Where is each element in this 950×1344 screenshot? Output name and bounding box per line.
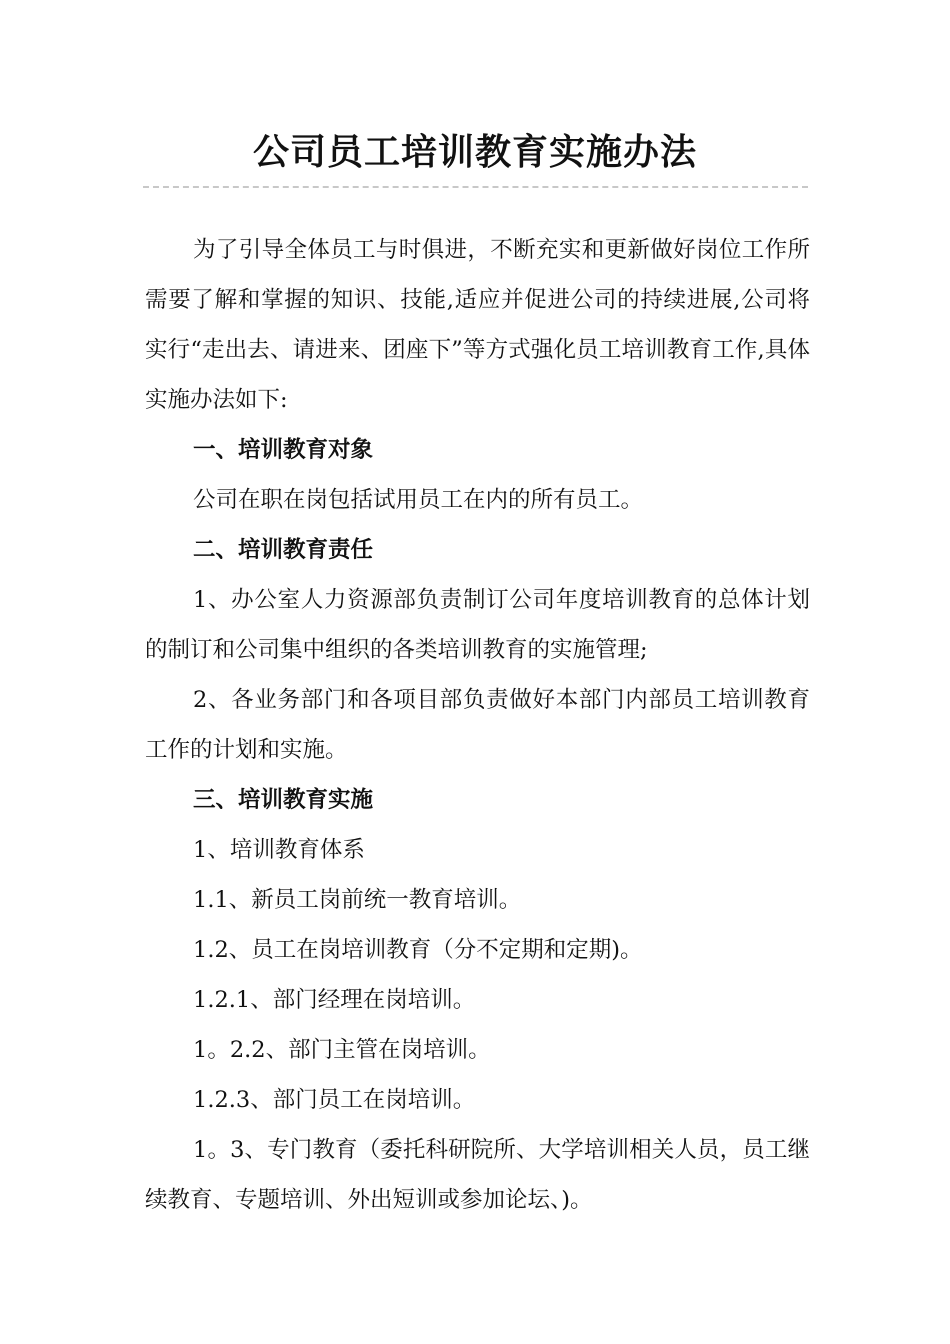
paragraph-target: 公司在职在岗包括试用员工在内的所有员工。 bbox=[193, 487, 644, 513]
list-item: 1.2.3、部门员工在岗培训。 bbox=[193, 1087, 476, 1113]
title-divider bbox=[143, 186, 808, 188]
list-item: 1.2、员工在岗培训教育（分不定期和定期)。 bbox=[193, 937, 643, 963]
document-title: 公司员工培训教育实施办法 bbox=[252, 131, 697, 173]
list-item: 1.1、新员工岗前统一教育培训。 bbox=[193, 887, 522, 913]
section-heading-target: 一、培训教育对象 bbox=[193, 437, 374, 463]
intro-paragraph: 为了引导全体员工与时俱进，不断充实和更新做好岗位工作所需要了解和掌握的知识、技能,适应并促进公司的持续进展,公司将实行“走出去、请进来、团座下”等方式强化员工培训教育工作,具体实施办法如下: bbox=[145, 237, 810, 413]
paragraph-responsibility-1: 1、办公室人力资源部负责制订公司年度培训教育的总体计划的制订和公司集中组织的各类培训教育的实施管理; bbox=[145, 587, 810, 663]
document-body bbox=[145, 225, 810, 1225]
list-item: 1、培训教育体系 bbox=[193, 837, 365, 863]
list-item: 1。2.2、部门主管在岗培训。 bbox=[193, 1037, 491, 1063]
list-item: 1。3、专门教育（委托科研院所、大学培训相关人员，员工继续教育、专题培训、外出短训或参加论坛、)。 bbox=[145, 1137, 810, 1213]
list-item: 1.2.1、部门经理在岗培训。 bbox=[193, 987, 476, 1013]
section-heading-implementation: 三、培训教育实施 bbox=[193, 787, 374, 813]
section-heading-responsibility: 二、培训教育责任 bbox=[193, 537, 374, 563]
paragraph-responsibility-2: 2、各业务部门和各项目部负责做好本部门内部员工培训教育工作的计划和实施。 bbox=[145, 687, 810, 763]
